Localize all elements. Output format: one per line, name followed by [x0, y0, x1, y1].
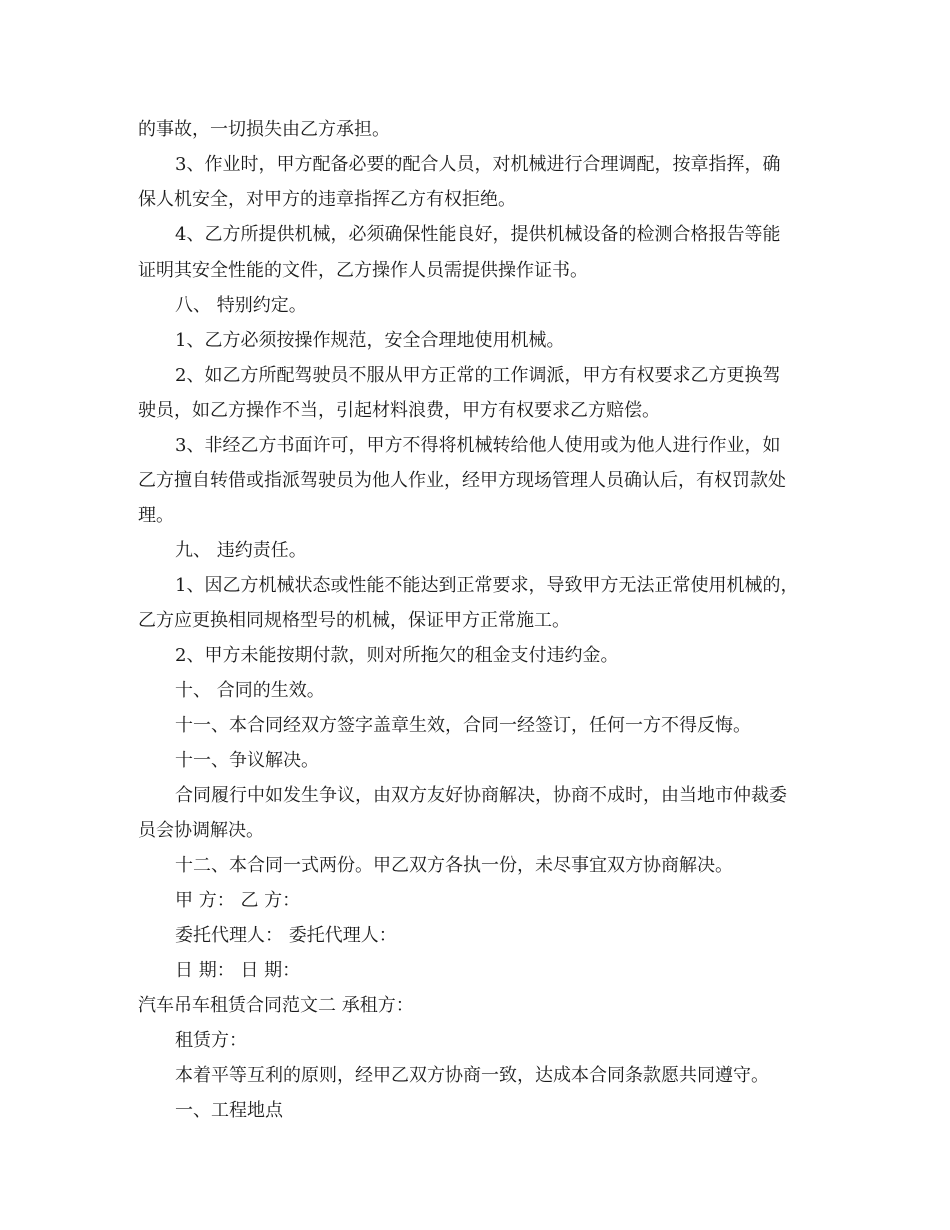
paragraph-line: 3、非经乙方书面许可，甲方不得将机械转给他人使用或为他人进行作业，如	[175, 435, 781, 456]
signature-date-line: 日 期： 日 期：	[175, 960, 301, 981]
paragraph-line: 员会协调解决。	[138, 820, 264, 841]
paragraph-line: 2、甲方未能按期付款，则对所拖欠的租金支付违约金。	[175, 645, 619, 666]
paragraph-line: 2、如乙方所配驾驶员不服从甲方正常的工作调派，甲方有权要求乙方更换驾	[175, 365, 781, 386]
section-heading: 一、工程地点	[175, 1100, 283, 1121]
paragraph-line: 本着平等互利的原则，经甲乙双方协商一致，达成本合同条款愿共同遵守。	[175, 1065, 769, 1086]
paragraph-line: 乙方应更换相同规格型号的机械，保证甲方正常施工。	[138, 610, 570, 631]
paragraph-line: 3、作业时，甲方配备必要的配合人员，对机械进行合理调配，按章指挥，确	[175, 154, 781, 175]
paragraph-line: 1、乙方必须按操作规范，安全合理地使用机械。	[175, 330, 565, 351]
paragraph-line: 的事故，一切损失由乙方承担。	[138, 119, 390, 140]
paragraph-line: 理。	[138, 505, 174, 526]
document-title-line: 汽车吊车租赁合同范文二 承租方：	[138, 995, 414, 1016]
paragraph-line: 驶员，如乙方操作不当，引起材料浪费，甲方有权要求乙方赔偿。	[138, 400, 660, 421]
paragraph-line: 合同履行中如发生争议，由双方友好协商解决，协商不成时，由当地市仲裁委	[175, 785, 787, 806]
paragraph-line: 十二、本合同一式两份。甲乙双方各执一份，未尽事宜双方协商解决。	[175, 855, 733, 876]
section-heading: 十、 合同的生效。	[175, 680, 325, 701]
paragraph-line: 保人机安全，对甲方的违章指挥乙方有权拒绝。	[138, 189, 516, 210]
section-heading: 九、 违约责任。	[175, 540, 307, 561]
paragraph-line: 证明其安全性能的文件，乙方操作人员需提供操作证书。	[138, 260, 588, 281]
paragraph-line: 租赁方：	[175, 1030, 247, 1051]
section-heading: 八、 特别约定。	[175, 295, 307, 316]
signature-agent-line: 委托代理人： 委托代理人：	[175, 925, 397, 946]
section-heading: 十一、争议解决。	[175, 750, 319, 771]
paragraph-line: 乙方擅自转借或指派驾驶员为他人作业，经甲方现场管理人员确认后，有权罚款处	[138, 470, 786, 491]
signature-party-line: 甲 方： 乙 方：	[175, 890, 301, 911]
paragraph-line: 1、因乙方机械状态或性能不能达到正常要求，导致甲方无法正常使用机械的，	[175, 575, 799, 596]
paragraph-line: 4、乙方所提供机械，必须确保性能良好，提供机械设备的检测合格报告等能	[175, 224, 781, 245]
paragraph-line: 十一、本合同经双方签字盖章生效，合同一经签订，任何一方不得反悔。	[175, 715, 751, 736]
